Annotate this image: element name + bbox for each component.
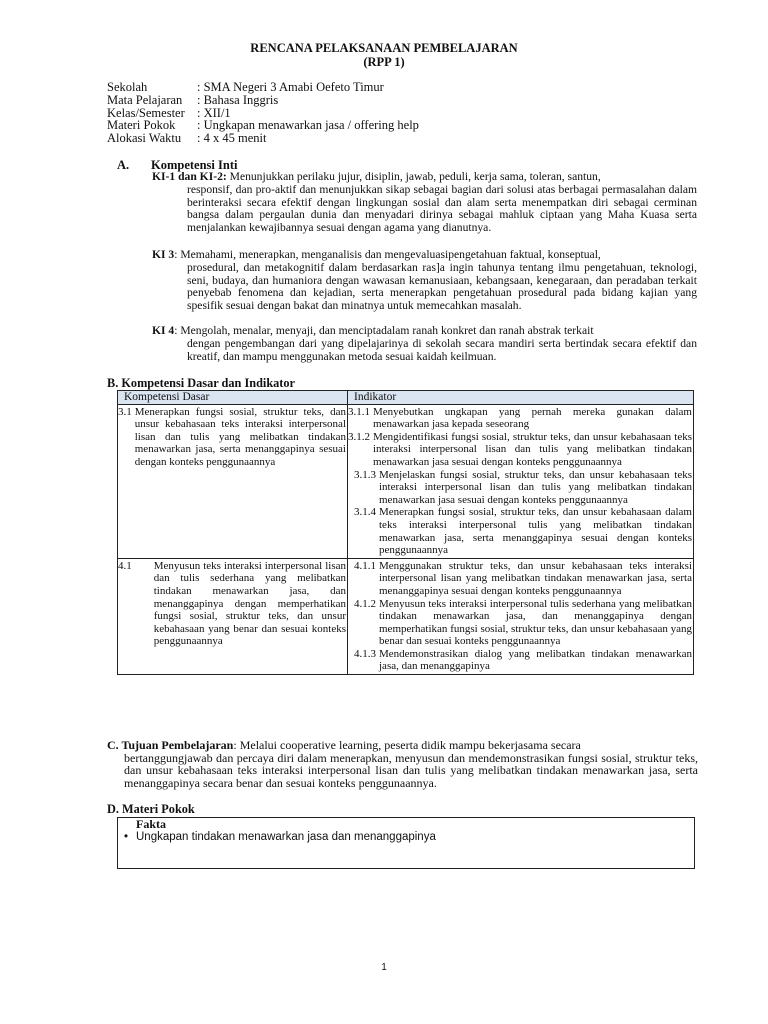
identity-value: : Bahasa Inggris — [197, 92, 279, 107]
ki-3-first-line: : Memahami, menerapkan, menganalisis dan mengevaluasipengetahuan faktual, konseptual, — [174, 248, 601, 261]
document-title: RENCANA PELAKSANAAN PEMBELAJARAN — [250, 41, 518, 55]
section-c-text: bertanggungjawab dan percaya diri dalam menerapkan, menyusun dan mendemonstrasikan fungsi sosial, struktur teks, dan unsur kebahasaan teks interaksi interpersonal lisan dan tulis yang melibatkan tindakan menawarkan jasa, serta menanggapinya secara benar dan sesuai konteks penggunaannya. — [124, 750, 698, 790]
indicator-number: 4.1.3 — [354, 647, 376, 660]
ki-3-text: prosedural, dan metakognitif dalam berdasarkan ras]a ingin tahunya tentang ilmu pengetahuan, teknologi, seni, budaya, dan humaniora dengan wawasan kemanusiaan, kebangsaan, kenegaraan, dan peradaban terkait penyebab fenomena dan kejadian, serta menerapkan pengetahuan prosedural pada bidang kajian yang spesifik sesuai dengan bakat dan minatnya untuk memecahkan masalah. — [187, 260, 697, 313]
section-a-title: Kompetensi Inti — [151, 158, 238, 172]
kd-text: Menerapkan fungsi sosial, struktur teks, dan unsur kebahasaan teks interaksi interpersonal lisan dan tulis yang melibatkan tindakan menawarkan jasa, serta menanggapinya sesuai dengan konteks penggunaannya — [134, 405, 346, 468]
indicator-item — [354, 469, 692, 507]
kd-cell — [118, 404, 348, 558]
identity-row — [107, 132, 419, 145]
ki-3-label: KI 3 — [152, 248, 175, 261]
kd-item — [118, 406, 346, 469]
ki-4-label: KI 4 — [152, 324, 175, 337]
identity-key: Alokasi Waktu — [107, 131, 182, 146]
ki-4-first-line: : Mengolah, menalar, menyaji, dan menciptadalam ranah konkret dan ranah abstrak terkait — [174, 324, 594, 337]
identity-key: Kelas/Semester — [107, 105, 185, 120]
indicator-item — [348, 406, 692, 431]
table-header-row — [118, 391, 694, 405]
indicator-text: Menyusun teks interaksi interpersonal tulis sederhana yang melibatkan tindakan menawarkan jasa, dan menanggapinya dengan memperhatikan fungsi sosial, struktur teks, dan unsur kebahasaan yang benar dan sesuai konteks penggunaannya — [379, 597, 692, 648]
indicator-number: 3.1.2 — [348, 430, 370, 443]
table-row — [118, 558, 694, 674]
kd-item — [118, 560, 346, 648]
indicator-text: Menerapkan fungsi sosial, struktur teks, dan unsur kebahasaan dalam teks interaksi interpersonal tulis yang melibatkan tindakan menawarkan jasa, serta menanggapinya sesuai dengan konteks penggunaannya — [379, 506, 692, 557]
identity-row — [107, 81, 419, 94]
kd-text: Menyusun teks interaksi interpersonal lisan dan tulis sederhana yang melibatkan tindakan menawarkan jasa, dan menanggapinya dengan memperhatikan fungsi sosial, struktur teks, dan unsur kebahasaan yang benar dan sesuai konteks penggunaannya — [153, 559, 346, 648]
kd-cell — [118, 558, 348, 674]
fakta-label: Fakta — [136, 817, 166, 831]
section-c — [107, 739, 698, 789]
indicator-text: Menggunakan struktur teks, dan unsur kebahasaan teks interaksi interpersonal lisan yang melibatkan tindakan menawarkan jasa, serta menanggapinya sesuai dengan konteks penggunaannya — [379, 559, 692, 597]
kd-indicator-table — [117, 390, 694, 675]
indicator-text: Mengidentifikasi fungsi sosial, struktur teks, dan unsur kebahasaan teks interaksi interpersonal lisan dan tulis yang melibatkan tindakan menawarkan jasa sesuai dengan konteks penggunaannya — [373, 430, 692, 468]
indicator-number: 4.1.1 — [354, 559, 376, 572]
kd-number: 4.1 — [118, 559, 132, 572]
indicator-item — [348, 431, 692, 469]
identity-key: Sekolah — [107, 80, 148, 94]
section-b-heading: B. Kompetensi Dasar dan Indikator — [107, 376, 296, 390]
table-row — [118, 404, 694, 558]
section-c-label: C. Tujuan Pembelajaran — [107, 738, 234, 752]
indicator-item — [354, 560, 692, 598]
section-c-first-line: : Melalui cooperative learning, peserta didik mampu bekerjasama secara — [233, 738, 581, 752]
identity-value: : SMA Negeri 3 Amabi Oefeto Timur — [197, 80, 384, 94]
section-a-letter: A. — [117, 158, 130, 172]
identity-value: : Ungkapan menawarkan jasa / offering help — [197, 118, 419, 133]
ki-1-2-text: responsif, dan pro-aktif dan menunjukkan sikap sebagai bagian dari solusi atas berbagai permasalahan dalam berinteraksi secara efektif dengan lingkungan sosial dan alam serta menempatkan diri sebagai cerminan bangsa dalam pergaulan dunia dan menyadari dirinya sebagai mahluk ciptaan yang Maha Kuasa serta menjalankan kewajibannya sesuai dengan agama yang dianutnya. — [187, 182, 697, 235]
ki-1-2-label: KI-1 dan KI-2: — [152, 170, 227, 183]
indicator-item — [354, 598, 692, 648]
materi-item-text: Ungkapan tindakan menawarkan jasa dan menanggapinya — [136, 831, 436, 843]
indicator-text: Menyebutkan ungkapan yang pernah mereka gunakan dalam menawarkan jasa kepada seseorang — [373, 405, 692, 431]
indicator-text: Menjelaskan fungsi sosial, struktur teks, dan unsur kebahasaan teks interaksi interpersonal lisan dan tulis yang melibatkan tindakan menawarkan jasa sesuai dengan konteks penggunaannya — [379, 468, 692, 506]
indicator-item — [354, 648, 692, 673]
column-header-indikator: Indikator — [348, 391, 694, 405]
ki-4-paragraph — [152, 325, 697, 363]
indicator-cell — [348, 404, 694, 558]
page-number: 1 — [381, 962, 387, 973]
kd-number: 3.1 — [118, 405, 132, 418]
identity-key: Mata Pelajaran — [107, 92, 183, 107]
identity-value: : 4 x 45 menit — [197, 131, 267, 146]
document-subtitle: (RPP 1) — [363, 55, 405, 69]
indicator-number: 3.1.1 — [348, 405, 370, 418]
section-d-heading: D. Materi Pokok — [107, 802, 195, 816]
ki-1-2-first-line: Menunjukkan perilaku jujur, disiplin, jawab, peduli, kerja sama, toleran, santun, — [226, 170, 601, 183]
bullet-icon: • — [124, 831, 129, 843]
identity-value: : XII/1 — [197, 105, 231, 120]
list-item — [124, 831, 436, 843]
identity-block — [107, 81, 419, 145]
indicator-number: 4.1.2 — [354, 597, 376, 610]
indicator-item — [354, 506, 692, 556]
column-header-kd: Kompetensi Dasar — [118, 391, 348, 405]
materi-box — [117, 817, 695, 869]
indicator-number: 3.1.4 — [354, 506, 376, 519]
identity-row — [107, 94, 419, 107]
ki-3-paragraph — [152, 249, 697, 313]
identity-key: Materi Pokok — [107, 118, 176, 133]
indicator-cell — [348, 558, 694, 674]
indicator-text: Mendemonstrasikan dialog yang melibatkan tindakan menawarkan jasa, dan menanggapinya — [379, 647, 692, 673]
ki-4-text: dengan pengembangan dari yang dipelajarinya di sekolah secara mandiri serta bertindak secara efektif dan kreatif, dan mampu menggunakan metoda sesuai kaidah keilmuan. — [187, 336, 697, 363]
ki-1-2-paragraph — [152, 171, 697, 235]
indicator-number: 3.1.3 — [354, 468, 376, 481]
